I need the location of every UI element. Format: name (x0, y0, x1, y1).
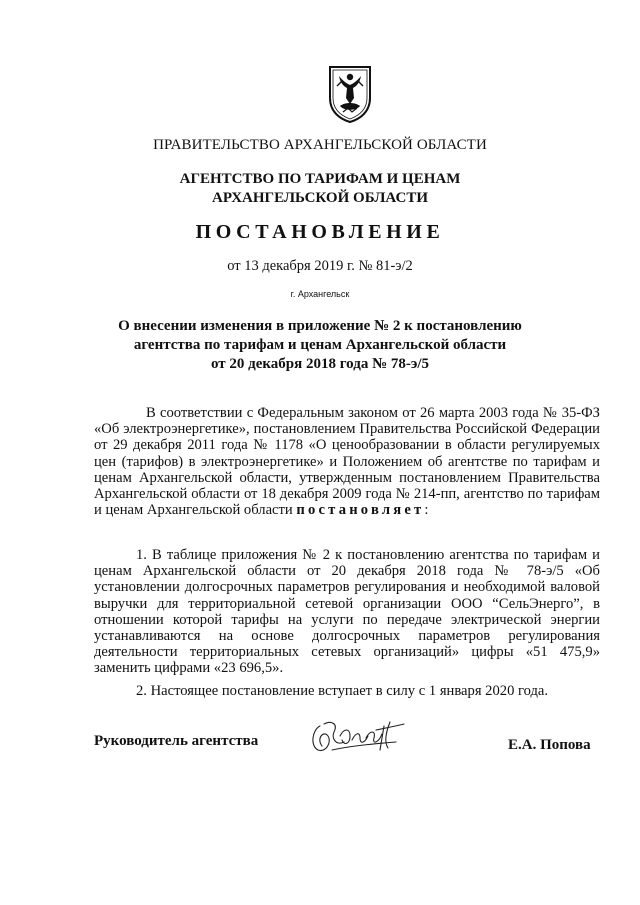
document-date-number: от 13 декабря 2019 г. № 81-э/2 (227, 258, 413, 274)
preamble-paragraph (94, 405, 600, 518)
government-name: ПРАВИТЕЛЬСТВО АРХАНГЕЛЬСКОЙ ОБЛАСТИ (153, 137, 487, 153)
document-subject (0, 317, 640, 374)
subject-line1: О внесении изменения в приложение № 2 к постановлению (118, 318, 522, 334)
subject-line3: от 20 декабря 2018 года № 78-э/5 (210, 356, 430, 372)
decree-word: постановляет (296, 502, 425, 519)
document-city: г. Архангельск (290, 289, 350, 299)
document-type-title: ПОСТАНОВЛЕНИЕ (195, 221, 445, 243)
clause-1-paragraph: 1. В таблице приложения № 2 к постановлению агентства по тарифам и ценам Архангельской области от 20 декабря 2018 года № 78-э/5 «Об установлении долгосрочных параметров регулирования и необходимой валовой выручки для территориальной сетевой организации ООО “СельЭнерго”, в отношении которой тарифы на услуги по передаче электрической энергии устанавливаются на основе долгосрочных параметров регулирования деятельности территориальных сетевых организаций» цифры «51 475,9» заменить цифрами «23 696,5». (94, 547, 600, 677)
clause-2-paragraph: 2. Настоящее постановление вступает в силу с 1 января 2020 года. (136, 683, 549, 699)
preamble-text: В соответствии с Федеральным законом от 26 марта 2003 года № 35-ФЗ «Об электроэнергетике», постановлением Правительства Российской Федерации от 29 декабря 2011 года № 1178 «О ценообразовании в области регулируемых цен (тарифов) в электроэнергетике» и Положением об агентстве по тарифам и ценам Архангельской области, утвержденным постановлением Правительства Архангельской области от 18 декабря 2009 года № 214-пп, агентство по тарифам и ценам Архангельской области (94, 405, 600, 519)
signatory-name: Е.А. Попова (508, 737, 591, 753)
agency-name-line2: АРХАНГЕЛЬСКОЙ ОБЛАСТИ (212, 190, 428, 206)
coat-of-arms-icon (326, 64, 374, 124)
decree-colon: : (424, 502, 429, 519)
handwritten-signature-icon (306, 716, 412, 762)
agency-name-line1: АГЕНТСТВО ПО ТАРИФАМ И ЦЕНАМ (179, 171, 461, 187)
subject-line2: агентства по тарифам и ценам Архангельской области (133, 337, 507, 353)
agency-name (0, 170, 640, 208)
signatory-role: Руководитель агентства (94, 733, 259, 749)
